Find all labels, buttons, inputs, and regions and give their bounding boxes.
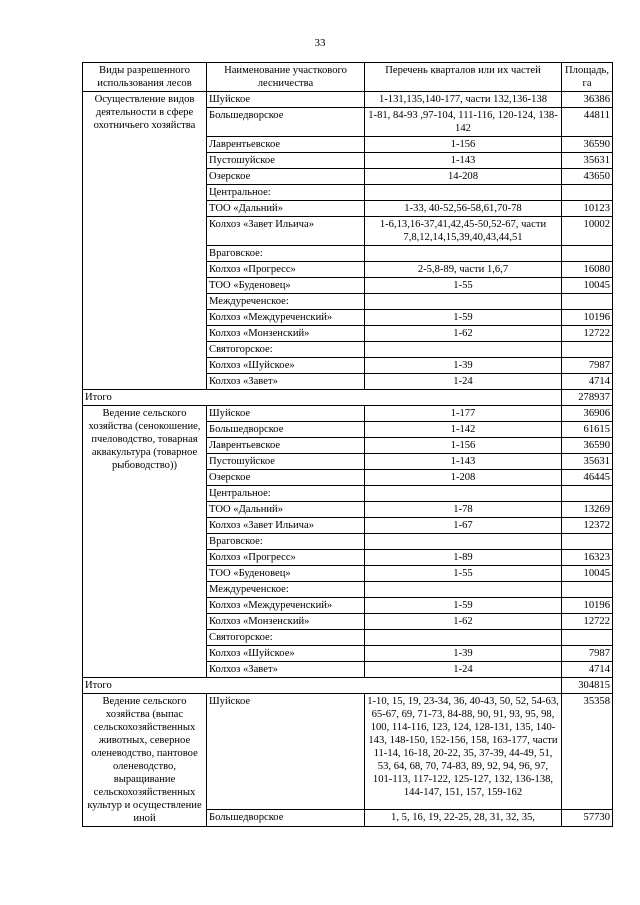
area-cell: 36590	[562, 137, 613, 153]
quarters-cell: 1-24	[365, 662, 562, 678]
area-cell: 10045	[562, 278, 613, 294]
area-cell: 12722	[562, 614, 613, 630]
quarters-cell: 1-24	[365, 374, 562, 390]
quarters-cell: 1-55	[365, 278, 562, 294]
forestry-name-cell: Большедворское	[207, 108, 365, 137]
quarters-cell: 1-62	[365, 614, 562, 630]
quarters-cell	[365, 294, 562, 310]
quarters-cell: 1-39	[365, 358, 562, 374]
area-cell: 36386	[562, 92, 613, 108]
quarters-cell	[365, 342, 562, 358]
quarters-cell: 1-89	[365, 550, 562, 566]
forestry-name-cell: ТОО «Дальний»	[207, 502, 365, 518]
quarters-cell	[365, 630, 562, 646]
area-cell: 10002	[562, 217, 613, 246]
forestry-name-cell: Центральное:	[207, 486, 365, 502]
use-type-cell: Ведение сельского хозяйства (сенокошение, пчеловодство, товарная аквакультура (товарное рыбоводство))	[83, 406, 207, 678]
total-value: 278937	[562, 390, 613, 406]
quarters-cell: 1, 5, 16, 19, 22-25, 28, 31, 32, 35,	[365, 809, 562, 826]
total-value: 304815	[562, 678, 613, 694]
area-cell: 36590	[562, 438, 613, 454]
area-cell: 4714	[562, 374, 613, 390]
area-cell: 10045	[562, 566, 613, 582]
header-area: Площадь, га	[562, 63, 613, 92]
forestry-name-cell: Колхоз «Междуреченский»	[207, 310, 365, 326]
forestry-name-cell: ТОО «Дальний»	[207, 201, 365, 217]
forestry-name-cell: Большедворское	[207, 422, 365, 438]
header-use-type: Виды разрешенного использования лесов	[83, 63, 207, 92]
area-cell: 35358	[562, 694, 613, 810]
header-quarters: Перечень кварталов или их частей	[365, 63, 562, 92]
page-number: 33	[314, 37, 326, 49]
forestry-name-cell: Враговское:	[207, 534, 365, 550]
forestry-name-cell: Колхоз «Шуйское»	[207, 646, 365, 662]
forestry-name-cell: Междуреченское:	[207, 294, 365, 310]
forestry-name-cell: Колхоз «Завет Ильича»	[207, 217, 365, 246]
quarters-cell	[365, 185, 562, 201]
forestry-name-cell: Колхоз «Завет Ильича»	[207, 518, 365, 534]
quarters-cell: 1-208	[365, 470, 562, 486]
area-cell: 35631	[562, 153, 613, 169]
forestry-name-cell: ТОО «Буденовец»	[207, 566, 365, 582]
area-cell: 35631	[562, 454, 613, 470]
quarters-cell: 1-143	[365, 153, 562, 169]
forest-use-table	[82, 62, 613, 827]
table-row	[83, 694, 613, 810]
forestry-name-cell: Враговское:	[207, 246, 365, 262]
header-row	[83, 63, 613, 92]
quarters-cell: 14-208	[365, 169, 562, 185]
quarters-cell: 1-177	[365, 406, 562, 422]
quarters-cell: 1-156	[365, 137, 562, 153]
forestry-name-cell: Центральное:	[207, 185, 365, 201]
quarters-cell: 1-33, 40-52,56-58,61,70-78	[365, 201, 562, 217]
area-cell: 46445	[562, 470, 613, 486]
forestry-name-cell: Лаврентьевское	[207, 137, 365, 153]
forestry-name-cell: Большедворское	[207, 809, 365, 826]
area-cell: 36906	[562, 406, 613, 422]
quarters-cell: 1-143	[365, 454, 562, 470]
area-cell: 4714	[562, 662, 613, 678]
forestry-name-cell: Междуреченское:	[207, 582, 365, 598]
area-cell: 10196	[562, 598, 613, 614]
forestry-name-cell: Озерское	[207, 169, 365, 185]
table-body	[83, 92, 613, 827]
area-cell	[562, 630, 613, 646]
use-type-cell: Ведение сельского хозяйства (выпас сельскохозяйственных животных, северное оленеводство, пантовое оленеводство, выращивание сельскохозяйственных культур и осуществление иной	[83, 694, 207, 827]
area-cell	[562, 582, 613, 598]
area-cell: 10123	[562, 201, 613, 217]
quarters-cell: 1-78	[365, 502, 562, 518]
total-row	[83, 390, 613, 406]
forestry-name-cell: Колхоз «Завет»	[207, 662, 365, 678]
quarters-cell: 1-6,13,16-37,41,42,45-50,52-67, части 7,8,12,14,15,39,40,43,44,51	[365, 217, 562, 246]
forestry-name-cell: Пустошуйское	[207, 454, 365, 470]
area-cell: 12722	[562, 326, 613, 342]
quarters-cell	[365, 534, 562, 550]
area-cell: 16323	[562, 550, 613, 566]
quarters-cell	[365, 486, 562, 502]
area-cell: 43650	[562, 169, 613, 185]
area-cell: 61615	[562, 422, 613, 438]
area-cell: 7987	[562, 358, 613, 374]
forestry-name-cell: Колхоз «Завет»	[207, 374, 365, 390]
area-cell	[562, 486, 613, 502]
area-cell	[562, 534, 613, 550]
forestry-name-cell: ТОО «Буденовец»	[207, 278, 365, 294]
quarters-cell: 1-62	[365, 326, 562, 342]
forestry-name-cell: Колхоз «Прогресс»	[207, 550, 365, 566]
area-cell: 12372	[562, 518, 613, 534]
forestry-name-cell: Шуйское	[207, 694, 365, 810]
table-row	[83, 406, 613, 422]
total-label: Итого	[83, 390, 562, 406]
total-label: Итого	[83, 678, 562, 694]
area-cell	[562, 342, 613, 358]
quarters-cell: 1-81, 84-93 ,97-104, 111-116, 120-124, 138-142	[365, 108, 562, 137]
forestry-name-cell: Колхоз «Прогресс»	[207, 262, 365, 278]
area-cell: 13269	[562, 502, 613, 518]
quarters-cell: 1-55	[365, 566, 562, 582]
quarters-cell: 1-131,135,140-177, части 132,136-138	[365, 92, 562, 108]
forestry-name-cell: Пустошуйское	[207, 153, 365, 169]
forestry-name-cell: Колхоз «Междуреченский»	[207, 598, 365, 614]
quarters-cell: 1-59	[365, 598, 562, 614]
forestry-name-cell: Святогорское:	[207, 342, 365, 358]
quarters-cell: 1-39	[365, 646, 562, 662]
forestry-name-cell: Шуйское	[207, 406, 365, 422]
forestry-name-cell: Колхоз «Монзенский»	[207, 326, 365, 342]
forestry-name-cell: Колхоз «Шуйское»	[207, 358, 365, 374]
quarters-cell: 1-156	[365, 438, 562, 454]
area-cell	[562, 246, 613, 262]
forestry-name-cell: Озерское	[207, 470, 365, 486]
quarters-cell: 2-5,8-89, части 1,6,7	[365, 262, 562, 278]
quarters-cell: 1-142	[365, 422, 562, 438]
area-cell: 57730	[562, 809, 613, 826]
total-row	[83, 678, 613, 694]
quarters-cell: 1-10, 15, 19, 23-34, 36, 40-43, 50, 52, 54-63, 65-67, 69, 71-73, 84-88, 90, 91, 93, 95, 98, 100, 114-116, 123, 124, 128-131, 135, 140-143, 148-150, 152-156, 158, 163-177, части 11-14, 16-18, 20-22, 35, 37-39, 44-49, 51, 53, 64, 68, 70, 74-83, 89, 92, 94, 96, 97, 101-113, 117-122, 125-127, 132, 136-138, 144-147, 151, 157, 159-162	[365, 694, 562, 810]
area-cell: 16080	[562, 262, 613, 278]
quarters-cell	[365, 582, 562, 598]
table-row	[83, 92, 613, 108]
area-cell: 10196	[562, 310, 613, 326]
area-cell: 7987	[562, 646, 613, 662]
forestry-name-cell: Лаврентьевское	[207, 438, 365, 454]
forestry-name-cell: Колхоз «Монзенский»	[207, 614, 365, 630]
quarters-cell: 1-67	[365, 518, 562, 534]
area-cell	[562, 294, 613, 310]
forestry-name-cell: Святогорское:	[207, 630, 365, 646]
forestry-name-cell: Шуйское	[207, 92, 365, 108]
quarters-cell	[365, 246, 562, 262]
use-type-cell: Осуществление видов деятельности в сфере охотничьего хозяйства	[83, 92, 207, 390]
header-forestry-name: Наименование участкового лесничества	[207, 63, 365, 92]
quarters-cell: 1-59	[365, 310, 562, 326]
area-cell: 44811	[562, 108, 613, 137]
area-cell	[562, 185, 613, 201]
